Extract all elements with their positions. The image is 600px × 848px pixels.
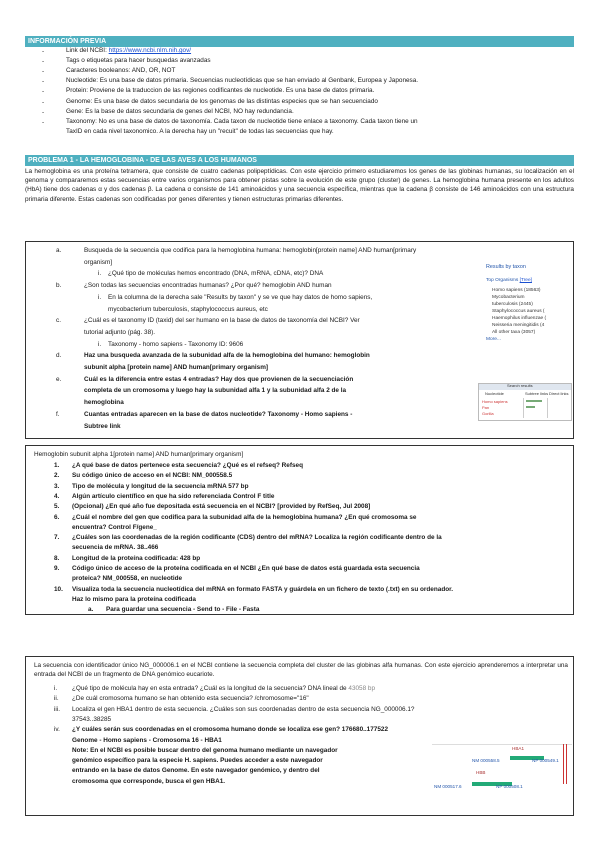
taxon-row[interactable]: All other taxa (3057) — [492, 330, 536, 335]
mini-table-cell: Homo sapiens — [482, 399, 508, 404]
mini-table-cell: Gorilla — [482, 411, 494, 416]
question-text: subunit alpha [protein name] AND human[primary organism] — [84, 364, 269, 371]
question-text: (Opcional) ¿En qué año fue depositada está secuencia en el NCBI? [provided by RefSeq, Jul 2008] — [72, 503, 371, 511]
info-item: Tags o etiquetas para hacer busquedas avanzadas — [66, 57, 211, 64]
list-marker: 3. — [54, 482, 60, 490]
list-marker: 10. — [54, 585, 63, 593]
tree-link[interactable]: [Tree] — [519, 278, 532, 283]
mini-table-h3: Direct links — [549, 391, 569, 396]
bullet: - — [42, 48, 45, 55]
list-marker: 9. — [54, 565, 60, 572]
list-marker: a. — [56, 247, 62, 254]
question-text: tutorial adjunto (pág. 38). — [84, 328, 156, 336]
question-text: genómico específico para la especie H. sapiens. Puedes acceder a este navegador — [72, 757, 323, 765]
question-text: Visualiza toda la secuencia nucleotídica del mRNA en formato FASTA y guárdela en un fichero de texto (.txt) en su ordenador. — [72, 585, 454, 593]
mini-table-h1: Nucleotide — [485, 391, 504, 396]
taxon-row[interactable]: Staphylococcus aureus ( — [492, 309, 545, 314]
protein-label[interactable]: NP 000508.1 — [496, 784, 523, 789]
question-text: mycobacterium tuberculosis, staphylococcus aureus, etc — [108, 305, 268, 313]
question-text: En la columna de la derecha sale "Results by taxon" y se ve que hay datos de homo sapiens, — [108, 293, 373, 301]
bullet: - — [42, 68, 45, 75]
question-text: Haz una busqueda avanzada de la subunidad alfa de la hemoglobina del humano: hemoglobin — [84, 352, 370, 360]
info-item: Nucleotide: Es una base de datos primaria. Secuencias nucleotídicas que se han enviado al Genbank, Europea y Japonesa. — [66, 77, 419, 84]
question-text: ¿Cuál es el taxonomy ID (taxid) del ser humano en la base de datos de taxonomía del NCBI? Ver — [84, 317, 360, 325]
question-text: ¿Qué tipo de molécula hay en esta entrada? ¿Cuál es la longitud de la secuencia? DNA lineal de 43058 bp — [72, 685, 376, 692]
divider — [523, 398, 524, 418]
list-marker: i. — [98, 293, 102, 301]
question-text: ¿De cuál cromosoma humano se han obtenido esta secuencia? /chromosome="16" — [72, 695, 309, 703]
taxon-row[interactable]: Mycobacterium — [492, 295, 525, 300]
question-text: Subtree link — [84, 422, 121, 430]
list-marker: a. — [88, 606, 94, 614]
list-marker: 6. — [54, 513, 60, 521]
list-marker: 5. — [54, 503, 60, 511]
red-marker — [563, 744, 564, 784]
count-bar — [526, 400, 542, 402]
bullet: - — [42, 119, 45, 126]
question-text: Código único de acceso de la proteína codificada en el NCBI ¿En qué base de datos está guardada esta secuencia — [72, 565, 420, 572]
more-link[interactable]: More... — [486, 337, 501, 342]
protein-label[interactable]: NP 000549.1 — [532, 758, 559, 763]
question-text: entrando en la base de datos Genome. En este navegador genómico, y dentro del — [72, 767, 320, 775]
genome-browser-snippet — [432, 744, 572, 800]
list-marker: iv. — [54, 726, 60, 734]
question-text: completa de un cromosoma y luego hay la subunidad alfa 1 y la subunidad alfa 2 de la — [84, 387, 347, 395]
question-text: Localiza el gen HBA1 dentro de esta secuencia. ¿Cuáles son sus coordenadas dentro de esta secuencia NG_000006.1? — [72, 705, 415, 713]
list-marker: i. — [98, 340, 102, 348]
list-marker: d. — [56, 352, 62, 360]
transcript-label[interactable]: NM 000558.5 — [472, 758, 500, 763]
question-text: hemoglobina — [84, 399, 124, 407]
mini-results-table — [478, 383, 572, 421]
question-text: ¿A qué base de datos pertenece esta secuencia? ¿Qué es el refseq? Refseq — [72, 462, 303, 469]
question-text: secuencia de mRNA. 38..466 — [72, 544, 159, 552]
problem1-intro: La hemoglobina es una proteína tetramera, que consiste de cuatro cadenas polipeptídicas. Con este ejercicio primero estudiaremos los genes de las globinas humanas, su localización en el genoma y compararemos estas secuencias entre varios organismos para obtener pistas sobre la evolución de este grupo (cluster) de genes. La hemoglobina humana presente en los adultos (HbA) tiene dos cadenas α y dos cadenas β. La cadena α consiste de 141 aminoácidos y una secuencia específica, mientras que la cadena β consiste de 146 aminoácidos con una estructura primaria diferente. Estas cadenas son codificadas por genes diferentes y tienen estructuras primarias diferentes. — [25, 168, 574, 203]
count-bar — [526, 406, 535, 408]
question-text: Taxonomy - homo sapiens - Taxonomy ID: 9606 — [108, 340, 244, 348]
taxon-sub: Top Organisms [Tree] — [486, 278, 532, 283]
list-marker: i. — [54, 685, 58, 692]
info-item-cont: TaxID en cada nivel taxonomico. A la derecha hay un "recuit" de todas las secuencias que hay. — [66, 128, 334, 135]
list-marker: f. — [56, 410, 60, 418]
gene-label-hbb: HBB — [476, 770, 486, 775]
question-text: Longitud de la proteína codificada: 428 bp — [72, 554, 201, 562]
question-text: Cuantas entradas aparecen en la base de datos nucleotide? Taxonomy - Homo sapiens - — [84, 410, 353, 418]
info-item: Genome: Es una base de datos secundaria de los genomas de las distintas especies que se han secuenciado — [66, 98, 378, 105]
list-marker: iii. — [54, 705, 61, 713]
info-item: Protein: Proviene de la traduccion de las regiones codificantes de nucleotide. Es una base de datos primaria. — [66, 87, 375, 94]
box3-intro: La secuencia con identificador único NG_000006.1 en el NCBI contiene la secuencia completa del cluster de las globinas alfa humanas. Con este ejercicio aprenderemos a interpretar una entrada del NCBI de un fragmento de DNA genómico eucariote. — [34, 662, 568, 679]
bullet: - — [42, 78, 45, 85]
question-text: ¿Cuáles son las coordenadas de la región codificante (CDS) dentro del mRNA? Localiza la región codificante dentro de la — [72, 534, 442, 542]
list-marker: 7. — [54, 534, 60, 542]
question-text: ¿Cuál el nombre del gen que codifica para la subunidad alfa de la hemoglobina humana? ¿En qué cromosoma se — [72, 513, 417, 521]
info-item: Caracteres booleanos: AND, OR, NOT — [66, 67, 176, 74]
question-text: ¿Son todas las secuencias encontradas humanas? ¿Por qué? hemoglobin AND human — [84, 282, 332, 290]
question-text: proteica? NM_000558, en nucleotide — [72, 575, 183, 583]
question-text: cromosoma que corresponde, busca el gen HBA1. — [72, 777, 226, 785]
section-header-info: INFORMACIÓN PREVIA — [25, 36, 574, 47]
taxon-row[interactable]: Homo sapiens (18563) — [492, 288, 541, 293]
question-text: Su código único de acceso en el NCBI: NM_000558.5 — [72, 472, 233, 480]
red-marker — [566, 744, 567, 784]
question-text: Busqueda de la secuencia que codifica para la hemoglobina humana: hemoglobin[protein name] AND human[primary — [84, 247, 417, 254]
question-text: Algún artículo científico en que ha sido referenciada Control F title — [72, 492, 275, 500]
list-marker: 8. — [54, 554, 60, 562]
box2-head: Hemoglobin subunit alpha 1[protein name] AND human[primary organism] — [34, 451, 244, 458]
sequence-length: 43058 bp — [348, 685, 376, 692]
list-marker: c. — [56, 317, 61, 325]
taxon-title: Results by taxon — [486, 264, 526, 270]
list-marker: 4. — [54, 492, 60, 500]
list-marker: ii. — [54, 695, 59, 703]
question-text: Para guardar una secuencia - Send to - File - Fasta — [106, 606, 260, 614]
question-text: encuentra? Control F/gene_ — [72, 523, 157, 531]
section-header-problem1: PROBLEMA 1 - LA HEMOGLOBINA - DE LAS AVES A LOS HUMANOS — [25, 155, 574, 166]
question-text: ¿Qué tipo de moléculas hemos encontrado (DNA, mRNA, cDNA, etc)? DNA — [108, 270, 324, 278]
bullet: - — [42, 58, 45, 65]
info-item: Taxonomy: No es una base de datos de taxonomía. Cada taxon de nucleotide tiene enlace a taxonomy. Cada taxon tiene un — [66, 118, 418, 125]
list-marker: i. — [98, 270, 102, 278]
list-marker: b. — [56, 282, 62, 290]
question-text: 37543..38285 — [72, 715, 112, 723]
track-line — [432, 744, 572, 745]
bullet: - — [42, 88, 45, 95]
question-text: Genome - Homo sapiens - Cromosoma 16 - HBA1 — [72, 736, 222, 744]
gene-label-hba1: HBA1 — [512, 746, 525, 751]
question-text: Note: En el NCBI es posible buscar dentro del genoma humano mediante un navegador — [72, 746, 338, 754]
list-marker: 2. — [54, 472, 60, 480]
mini-table-title: Search results — [507, 383, 533, 388]
ncbi-link[interactable]: https://www.ncbi.nlm.nih.gov/ — [108, 47, 192, 54]
question-text: Haz lo mismo para la proteína codificada — [72, 595, 196, 603]
list-marker: 1. — [54, 462, 60, 469]
taxon-row[interactable]: Haemophilus influenzae ( — [492, 316, 547, 321]
list-marker: e. — [56, 375, 62, 383]
question-text: Cuál es la diferencia entre estas 4 entradas? Hay dos que provienen de la secuenciación — [84, 375, 354, 383]
question-text: Tipo de molécula y longitud de la secuencia mRNA 577 bp — [72, 482, 249, 490]
mini-table-cell: Pan — [482, 405, 490, 410]
bullet: - — [42, 109, 45, 116]
bullet: - — [42, 99, 45, 106]
taxon-row[interactable]: Neisseria meningitidis (4 — [492, 323, 545, 328]
info-item: Gene: Es la base de datos secundaria de genes del NCBI, NO hay redundancia. — [66, 108, 294, 115]
question-text: organism] — [84, 258, 113, 266]
transcript-label[interactable]: NM 000517.6 — [434, 784, 462, 789]
divider — [547, 398, 548, 418]
mini-table-h2: Subtree links — [525, 391, 549, 396]
taxon-row[interactable]: tuberculosis (2445) — [492, 302, 533, 307]
info-item: Link del NCBI: https://www.ncbi.nlm.nih.gov/ — [66, 47, 192, 54]
question-text: ¿Y cuáles serán sus coordenadas en el cromosoma humano donde se localiza ese gen? 176680..177522 — [72, 726, 389, 734]
